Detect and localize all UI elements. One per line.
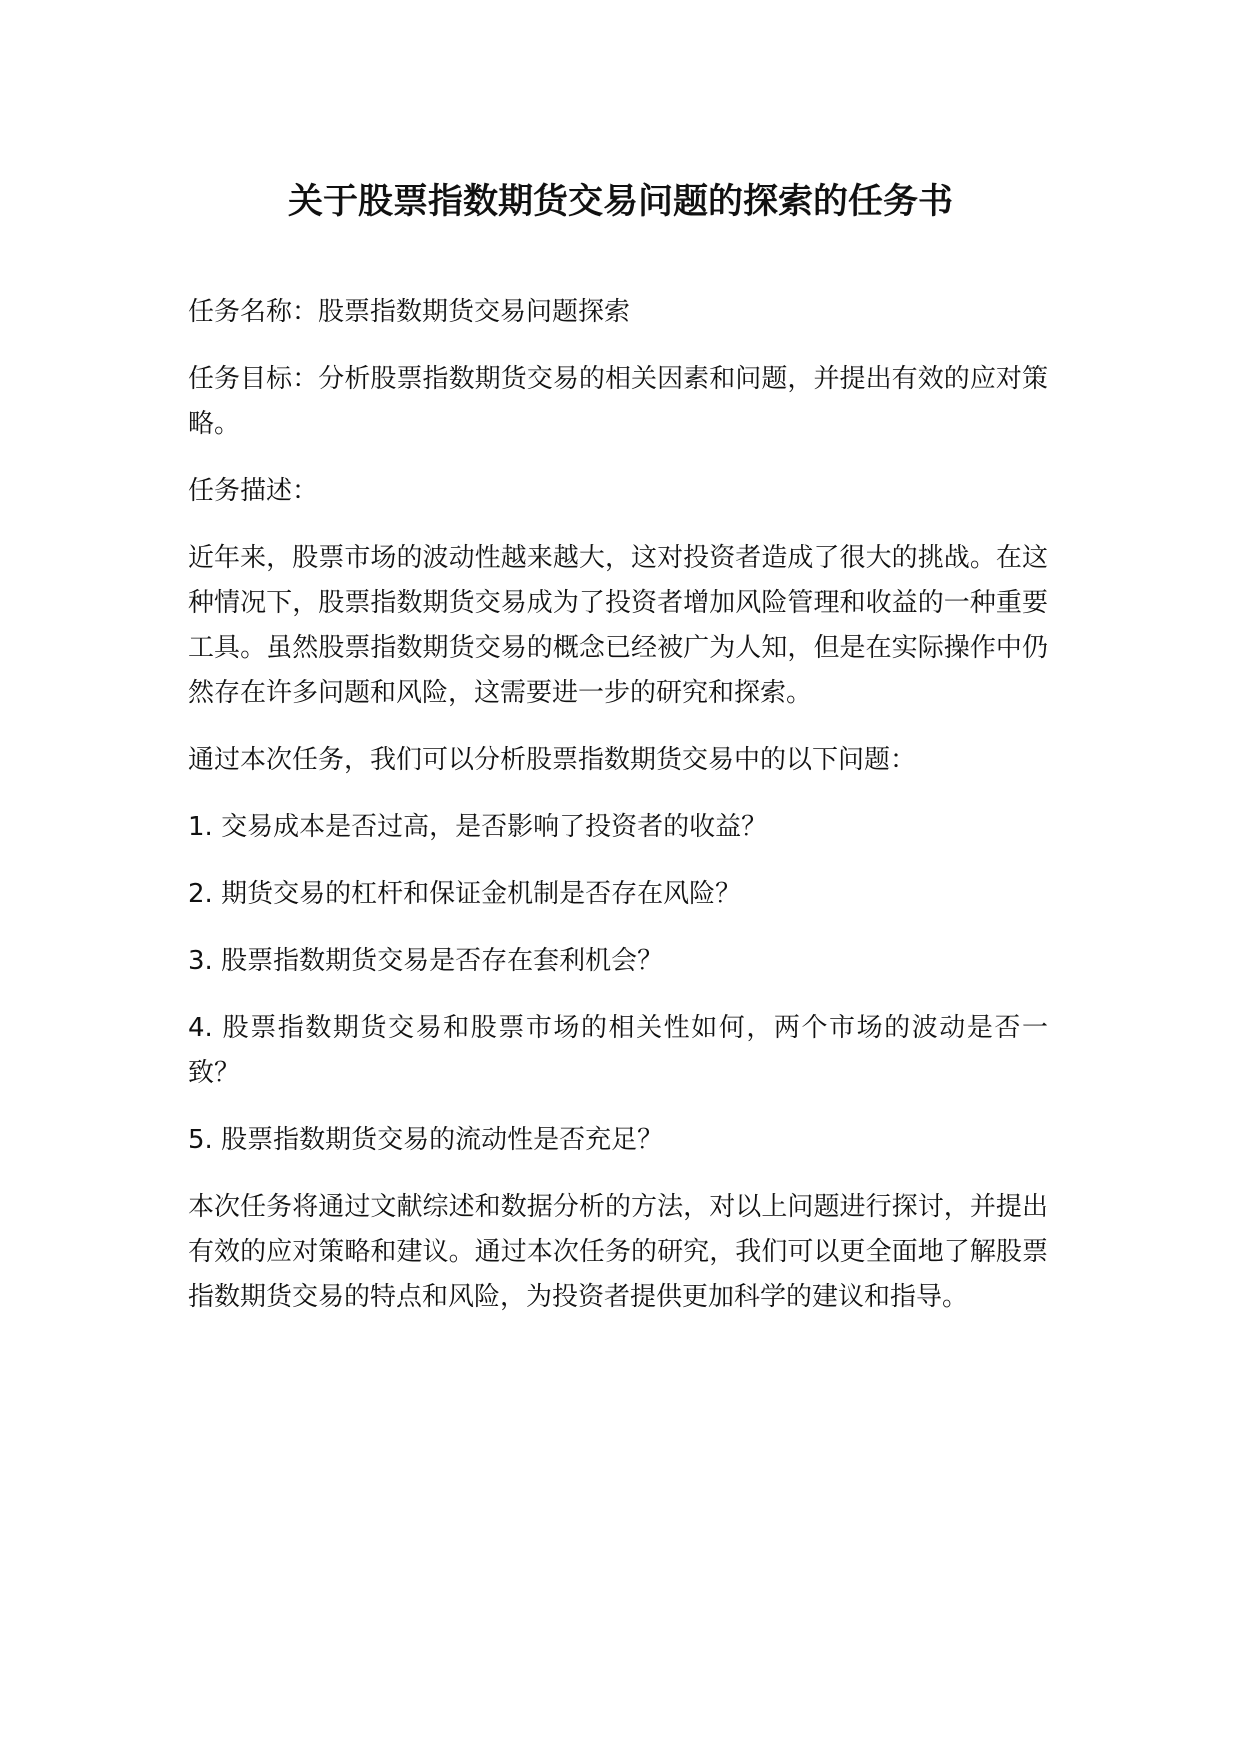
question-item: 1. 交易成本是否过高，是否影响了投资者的收益？ — [188, 812, 768, 842]
question-item: 3. 股票指数期货交易是否存在套利机会？ — [188, 946, 664, 976]
task-goal: 任务目标：分析股票指数期货交易的相关因素和问题，并提出有效的应对策略。 — [188, 364, 1048, 439]
document-body — [188, 290, 1048, 1342]
document-title: 关于股票指数期货交易问题的探索的任务书 — [287, 182, 953, 222]
intro-paragraph: 近年来，股票市场的波动性越来越大，这对投资者造成了很大的挑战。在这种情况下，股票指数期货交易成为了投资者增加风险管理和收益的一种重要工具。虽然股票指数期货交易的概念已经被广为人知，但是在实际操作中仍然存在许多问题和风险，这需要进一步的研究和探索。 — [188, 543, 1048, 708]
question-item: 2. 期货交易的杠杆和保证金机制是否存在风险？ — [188, 879, 742, 909]
question-item: 4. 股票指数期货交易和股票市场的相关性如何，两个市场的波动是否一致？ — [188, 1013, 1048, 1088]
questions-intro: 通过本次任务，我们可以分析股票指数期货交易中的以下问题： — [188, 745, 917, 775]
closing-paragraph: 本次任务将通过文献综述和数据分析的方法，对以上问题进行探讨，并提出有效的应对策略和建议。通过本次任务的研究，我们可以更全面地了解股票指数期货交易的特点和风险，为投资者提供更加科学的建议和指导。 — [188, 1192, 1048, 1312]
task-description-label: 任务描述： — [188, 476, 319, 506]
question-item: 5. 股票指数期货交易的流动性是否充足？ — [188, 1125, 664, 1155]
task-name: 任务名称：股票指数期货交易问题探索 — [188, 297, 631, 327]
